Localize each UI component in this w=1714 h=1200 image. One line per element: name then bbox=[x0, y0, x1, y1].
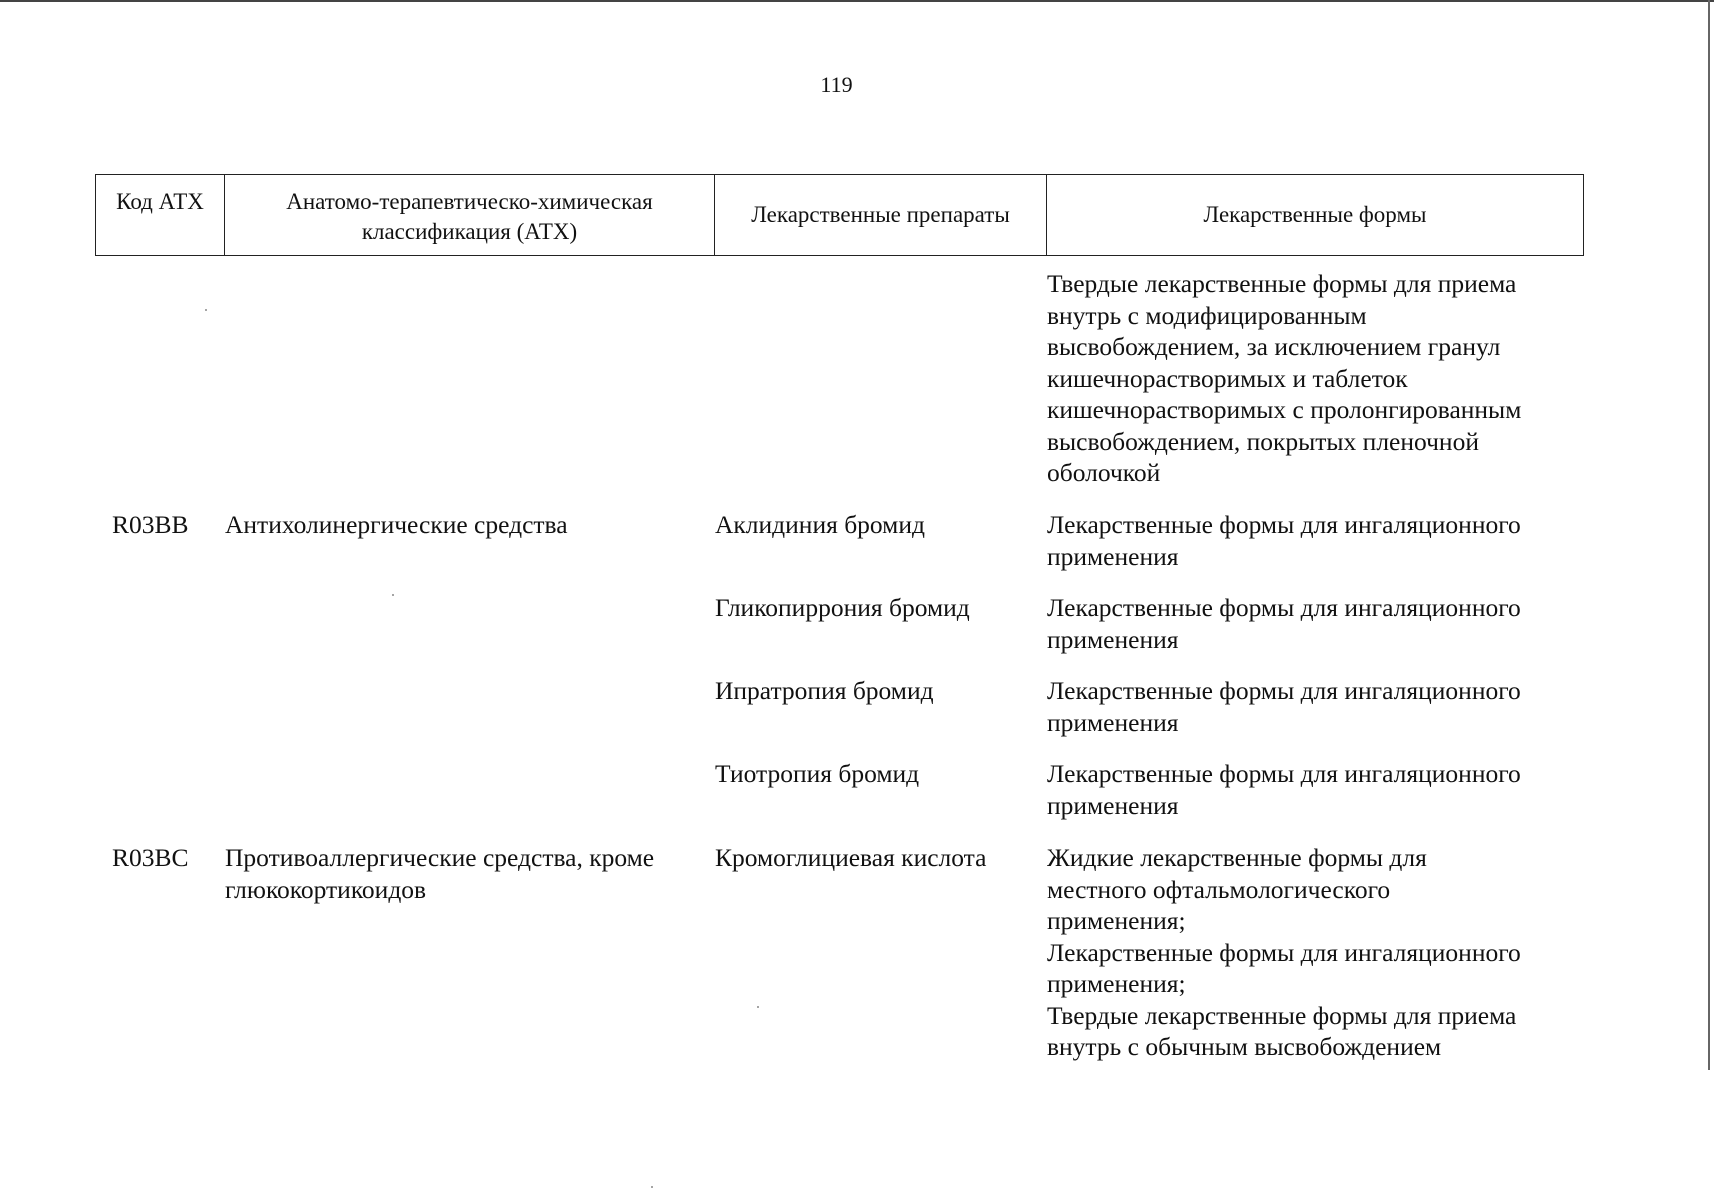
row-2-forms: Лекарственные формы для ингаляционного применения bbox=[1047, 593, 1521, 654]
header-drugs: Лекарственные препараты bbox=[714, 175, 1046, 255]
row-5-classification: Противоаллергические средства, кроме глюкокортикоидов bbox=[225, 843, 655, 904]
row-1-forms: Лекарственные формы для ингаляционного применения bbox=[1047, 510, 1521, 571]
row-5-code: R03BC bbox=[112, 843, 189, 872]
row-1-classification: Антихолинергические средства bbox=[225, 510, 568, 539]
header-code: Код АТХ bbox=[116, 189, 204, 214]
row-1-code: R03BB bbox=[112, 510, 189, 539]
scan-speck bbox=[651, 1186, 653, 1188]
scan-speck bbox=[392, 594, 394, 596]
row-5-forms: Жидкие лекарственные формы для местного офтальмологического применения; Лекарственные формы для ингаляционного применения; Твердые лекарственные формы для приема внутрь с обычным высвобождением bbox=[1047, 843, 1521, 1061]
row-1-drug: Аклидиния бромид bbox=[715, 510, 925, 539]
row-4-drug: Тиотропия бромид bbox=[715, 759, 920, 788]
table-header bbox=[95, 174, 1584, 256]
row-0-forms: Твердые лекарственные формы для приема внутрь с модифицированным высвобождением, за исключением гранул кишечнорастворимых и таблеток кишечнорастворимых с пролонгированным высвобождением, покрытых пленочной оболочкой bbox=[1047, 269, 1522, 487]
scan-speck bbox=[205, 309, 207, 311]
row-2-drug: Гликопиррония бромид bbox=[715, 593, 970, 622]
row-5-drug: Кромоглициевая кислота bbox=[715, 843, 987, 872]
row-3-drug: Ипратропия бромид bbox=[715, 676, 934, 705]
row-3-forms: Лекарственные формы для ингаляционного применения bbox=[1047, 676, 1521, 737]
row-4-forms: Лекарственные формы для ингаляционного применения bbox=[1047, 759, 1521, 820]
page-number: 119 bbox=[820, 72, 853, 97]
scan-speck bbox=[757, 1006, 759, 1008]
header-classification-label: Анатомо-терапевтическо-химическая классификация (АТХ) bbox=[286, 189, 653, 244]
header-forms: Лекарственные формы bbox=[1046, 175, 1583, 255]
right-scan-edge bbox=[1708, 0, 1710, 1070]
header-classification bbox=[224, 175, 714, 255]
top-scan-edge bbox=[0, 0, 1714, 2]
